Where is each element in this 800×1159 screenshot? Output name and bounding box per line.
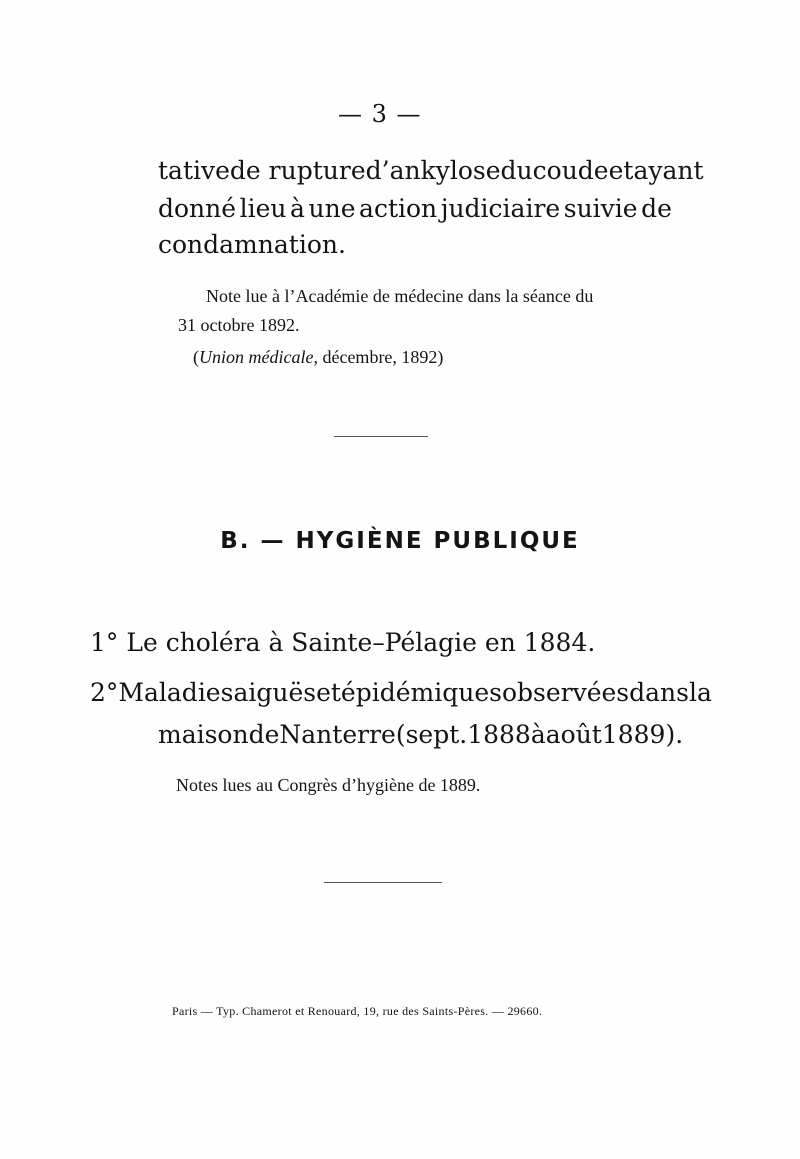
page-number: — 3 — — [338, 100, 422, 128]
word: ayant — [633, 156, 704, 185]
word: Maladies — [118, 678, 234, 707]
word: donné — [158, 194, 237, 223]
word: la — [688, 678, 712, 707]
section-heading: B. — HYGIÈNE PUBLIQUE — [220, 528, 580, 554]
word: une — [308, 194, 356, 223]
word: 2° — [90, 678, 119, 707]
citation-open-paren: ( — [193, 347, 199, 367]
word: dans — [629, 678, 689, 707]
word: action — [359, 194, 438, 223]
note-line-1: Note lue à l’Académie de médecine dans la séance du — [206, 286, 594, 306]
separator-rule — [324, 882, 442, 883]
word: Nanterre — [279, 720, 396, 749]
paragraph-line-2 — [158, 194, 672, 224]
word: suivie — [563, 194, 638, 223]
word: 1889). — [601, 720, 684, 749]
word: d’ankylose — [365, 156, 501, 185]
word: 1888 — [467, 720, 531, 749]
word: et — [316, 678, 341, 707]
word: aiguës — [233, 678, 317, 707]
list-item-2-line-2 — [158, 720, 684, 750]
word: judiciaire — [440, 194, 561, 223]
paragraph-line-3: condamnation. — [158, 230, 346, 259]
word: épidémiques — [340, 678, 502, 707]
word: et — [608, 156, 634, 185]
citation-journal: Union médicale — [199, 347, 314, 367]
word: à — [530, 720, 546, 749]
word: lieu — [239, 194, 287, 223]
list-item-1: 1° Le choléra à Sainte–Pélagie en 1884. — [90, 628, 596, 657]
word: maison — [158, 720, 249, 749]
word: de — [248, 720, 280, 749]
word: du — [500, 156, 533, 185]
word: à — [290, 194, 305, 223]
list-item-2-line-1 — [90, 678, 712, 708]
note-2: Notes lues au Congrès d’hygiène de 1889. — [176, 775, 481, 795]
word: (sept. — [395, 720, 468, 749]
citation-date: , décembre, 1892) — [313, 347, 444, 367]
word: août — [545, 720, 602, 749]
word: tative — [158, 156, 230, 185]
footer-imprint: Paris — Typ. Chamerot et Renouard, 19, rue des Saints-Pères. — 29660. — [172, 1004, 543, 1018]
note-line-2: 31 octobre 1892. — [178, 315, 300, 335]
word: de rupture — [229, 156, 366, 185]
separator-rule — [334, 436, 428, 437]
word: de — [641, 194, 672, 223]
word: observées — [501, 678, 630, 707]
note-citation — [193, 346, 443, 368]
paragraph-line-1 — [158, 156, 704, 186]
word: coude — [532, 156, 609, 185]
